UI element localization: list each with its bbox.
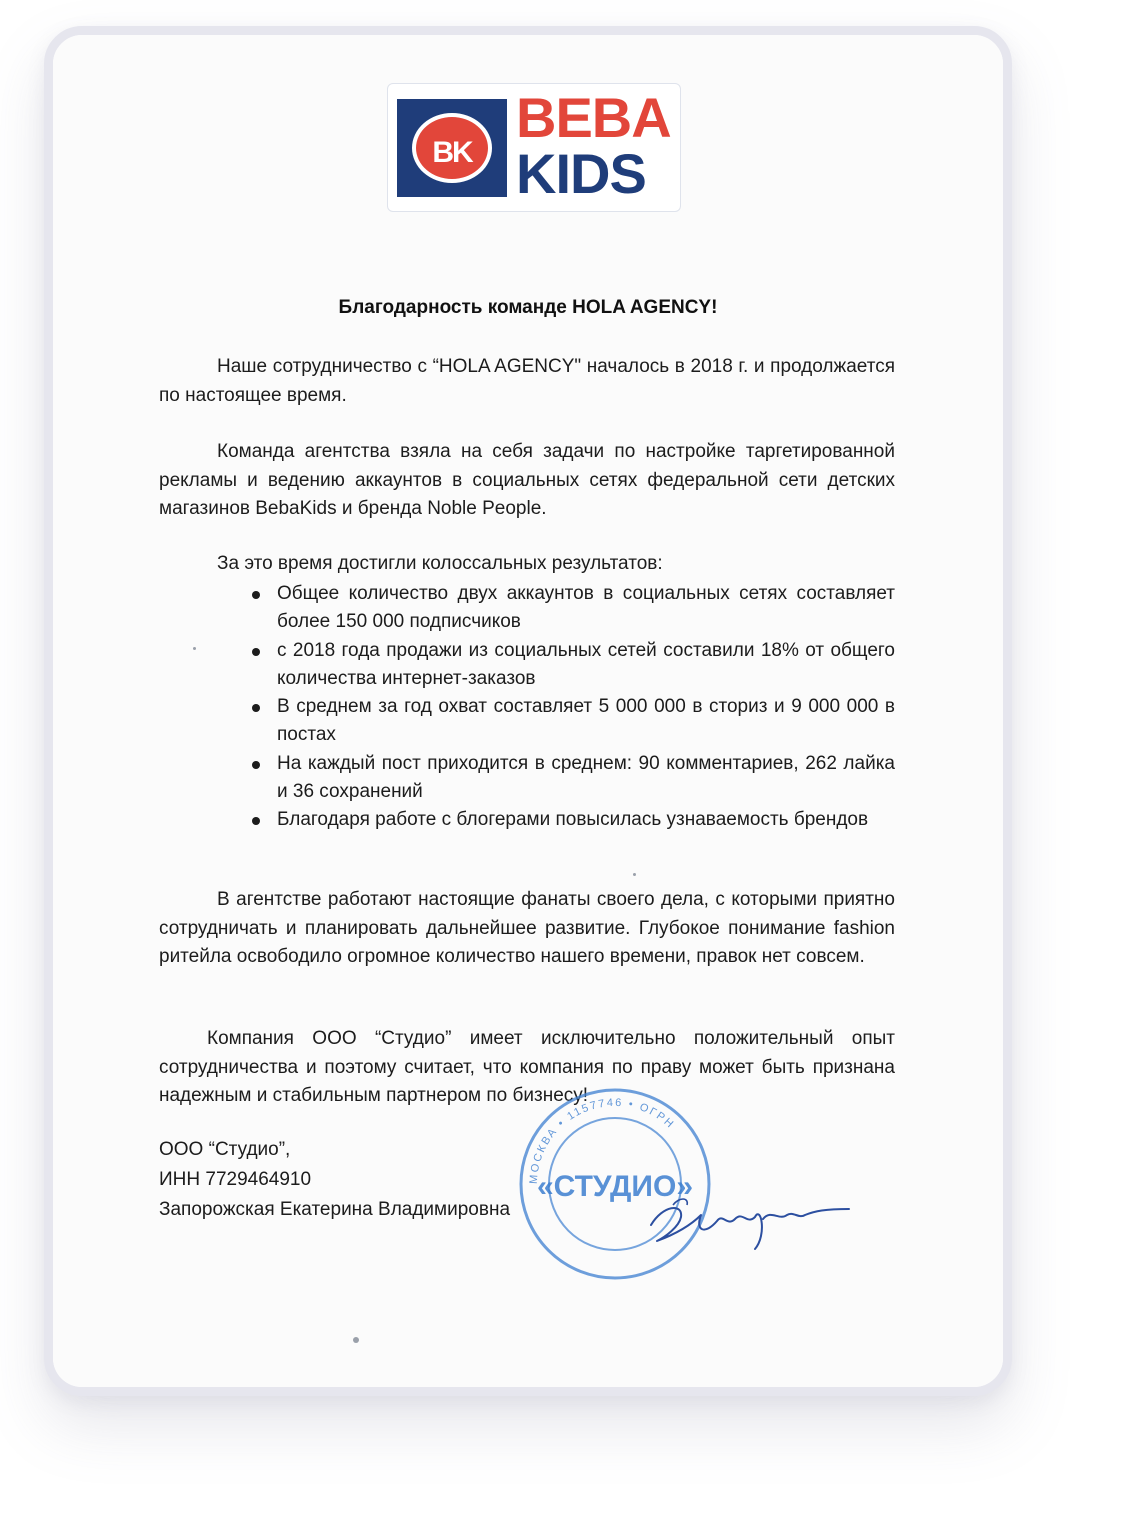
- paragraph-text: Компания ООО “Студио” имеет исключительно положительный опыт сотрудничества и поэтому считает, что компания по праву может быть признана надежным и стабильным партнером по бизнесу!: [159, 1028, 895, 1106]
- testimonial-card: [44, 26, 1012, 1396]
- bullet-icon: [252, 817, 260, 825]
- list-item: [243, 750, 895, 807]
- list-item-text: Благодаря работе с блогерами повысилась узнаваемость брендов: [277, 809, 869, 831]
- list-item-text: В среднем за год охват составляет 5 000 000 в сториз и 9 000 000 в постах: [277, 696, 895, 746]
- list-item: [243, 580, 895, 637]
- bullet-icon: [252, 591, 260, 599]
- logo-word-kids: KIDS: [516, 142, 646, 205]
- list-item-text: Общее количество двух аккаунтов в социальных сетях составляет более 150 000 подписчиков: [277, 583, 895, 633]
- paragraph-results-intro: [159, 550, 895, 579]
- results-list: [243, 580, 895, 835]
- logo-badge: [397, 99, 507, 197]
- logo-monogram: BK: [432, 136, 472, 169]
- list-item-text: с 2018 года продажи из социальных сетей составили 18% от общего количества интернет-заказов: [277, 639, 895, 689]
- list-item-text: На каждый пост приходится в среднем: 90 комментариев, 262 лайка и 36 сохранений: [277, 752, 895, 803]
- stamp-center-text: «СТУДИО»: [536, 1170, 694, 1203]
- bullet-icon: [252, 648, 260, 656]
- scanned-letter: [53, 35, 1003, 1387]
- inn-number: ИНН 7729464910: [159, 1169, 312, 1190]
- scan-speck: [193, 647, 196, 650]
- signature-block: [159, 1135, 510, 1225]
- scan-speck: [353, 1337, 359, 1343]
- company-name: ООО “Студио”,: [159, 1139, 291, 1160]
- letter-title: Благодарность команде HOLA AGENCY!: [338, 297, 718, 318]
- paragraph-text: Команда агентства взяла на себя задачи по настройке таргетированной рекламы и ведению аккаунтов в социальных сетях федеральной сети детских магазинов BebaKids и бренда Noble People.: [159, 441, 895, 519]
- list-item: [243, 806, 895, 834]
- stamp-ring-text: МОСКВА • 1157746 • ОГРН: [527, 1096, 677, 1185]
- logo-circle: [412, 113, 492, 183]
- paragraph-team: [159, 886, 895, 972]
- paragraph-text: В агентстве работают настоящие фанаты своего дела, с которыми приятно сотрудничать и планировать дальнейшее развитие. Глубокое понимание fashion ритейла освободило огромное количество нашего времени, правок нет совсем.: [159, 889, 895, 967]
- paragraph-text: Наше сотрудничество с “HOLA AGENCY" началось в 2018 г. и продолжается по настоящее время.: [159, 356, 895, 406]
- bebakids-logo: [387, 83, 681, 212]
- signer-name: Запорожская Екатерина Владимировна: [159, 1199, 511, 1220]
- logo-word-beba: BEBA: [516, 86, 671, 149]
- paragraph-start: [159, 353, 895, 410]
- paragraph-text: За это время достигли колоссальных результатов:: [217, 553, 663, 574]
- bullet-icon: [252, 704, 260, 712]
- bullet-icon: [252, 761, 260, 769]
- scan-speck: [633, 873, 636, 876]
- handwritten-signature: [643, 1175, 853, 1255]
- paragraph-tasks: [159, 438, 895, 524]
- list-item: [243, 693, 895, 750]
- list-item: [243, 637, 895, 694]
